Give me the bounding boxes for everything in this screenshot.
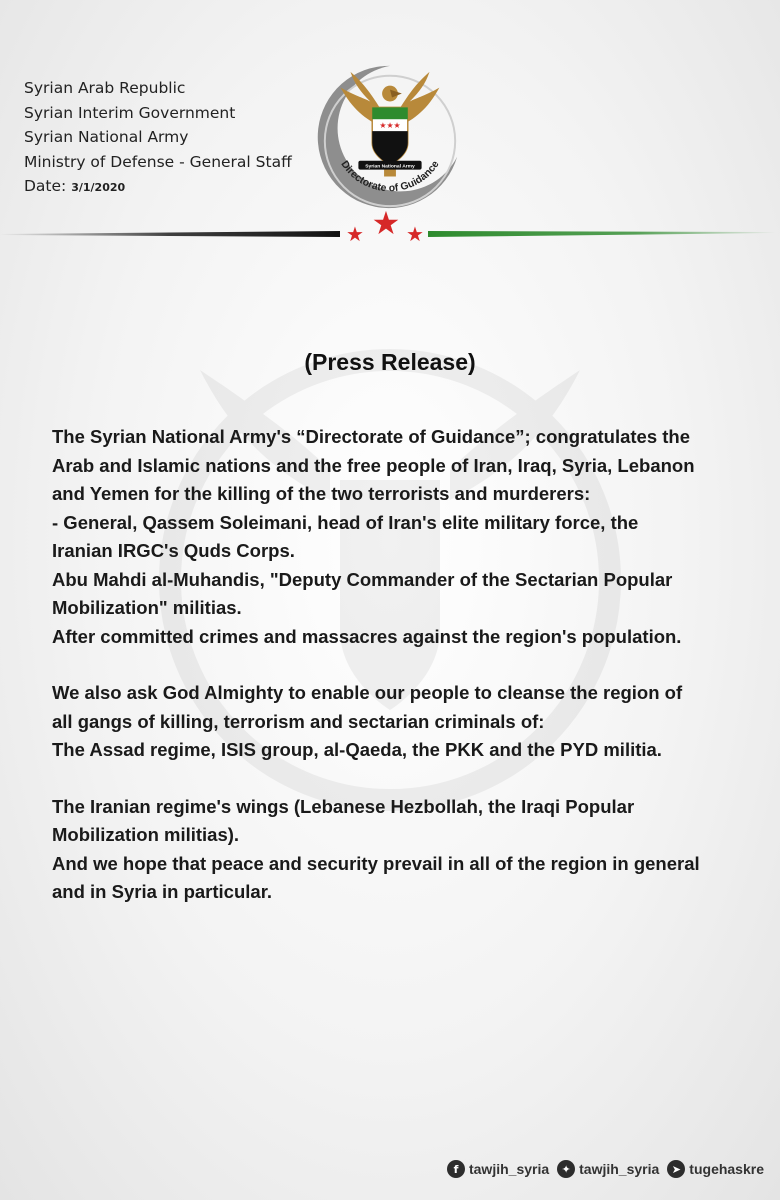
twitter-link[interactable] <box>557 1160 659 1178</box>
emblem-top-text: Syrian National Army <box>365 164 415 170</box>
divider-star-center: ★ <box>371 207 401 242</box>
telegram-icon: ➤ <box>667 1160 685 1178</box>
twitter-icon: ✦ <box>557 1160 575 1178</box>
paragraph-gap <box>52 651 742 679</box>
date-line <box>24 174 292 201</box>
facebook-handle: tawjih_syria <box>468 1161 550 1177</box>
header-line-1: Syrian Arab Republic <box>24 79 186 97</box>
twitter-handle: tawjih_syria <box>579 1161 660 1177</box>
body-line: - General, Qassem Soleimani, head of Iran's elite military force, the <box>52 511 639 533</box>
body-line: Mobilization militias). <box>52 824 240 845</box>
header-line-3: Syrian National Army <box>24 128 189 146</box>
divider-green-line <box>428 231 775 237</box>
body-line: and in Syria in particular. <box>52 881 273 902</box>
flag-divider <box>0 207 780 247</box>
press-release-title: (Press Release) <box>304 349 476 375</box>
facebook-icon: f <box>447 1160 465 1178</box>
header-block <box>24 76 292 201</box>
date-label: Date: <box>24 177 67 195</box>
divider-black-line <box>0 231 340 237</box>
body-line: and Yemen for the killing of the two terrorists and murderers: <box>52 483 591 504</box>
body-line: Arab and Islamic nations and the free people of Iran, Iraq, Syria, Lebanon <box>52 454 695 476</box>
divider-star-left: ★ <box>346 222 364 246</box>
paragraph-gap <box>52 765 742 793</box>
header-line-2: Syrian Interim Government <box>24 103 236 122</box>
flag-shield <box>372 107 408 164</box>
date-value: 3/1/2020 <box>71 181 126 194</box>
social-footer <box>439 1160 764 1178</box>
body-line: And we hope that peace and security prevail in all of the region in general <box>52 852 700 874</box>
telegram-link[interactable] <box>667 1160 764 1178</box>
directorate-emblem <box>311 58 469 216</box>
emblem-bottom-text: Directorate of Guidance <box>338 159 442 195</box>
press-release-body <box>52 423 742 907</box>
body-line: all gangs of killing, terrorism and sectarian criminals of: <box>52 710 545 732</box>
body-line: Iranian IRGC's Quds Corps. <box>52 540 295 561</box>
body-line: We also ask God Almighty to enable our people to cleanse the region of <box>52 682 683 703</box>
body-line: After committed crimes and massacres against the region's population. <box>52 625 682 647</box>
telegram-handle: tugehaskre <box>689 1161 764 1177</box>
body-line: Mobilization" militias. <box>52 597 242 618</box>
body-line: The Syrian National Army's “Directorate of Guidance”; congratulates the <box>52 426 690 447</box>
header-line-4: Ministry of Defense - General Staff <box>24 152 292 171</box>
divider-star-right: ★ <box>406 222 424 246</box>
facebook-link[interactable] <box>447 1160 549 1178</box>
shield-stars: ★★★ <box>379 121 401 131</box>
body-line: Abu Mahdi al-Muhandis, "Deputy Commander of the Sectarian Popular <box>52 568 673 590</box>
body-line: The Iranian regime's wings (Lebanese Hezbollah, the Iraqi Popular <box>52 795 635 817</box>
body-line: The Assad regime, ISIS group, al-Qaeda, the PKK and the PYD militia. <box>52 739 662 760</box>
